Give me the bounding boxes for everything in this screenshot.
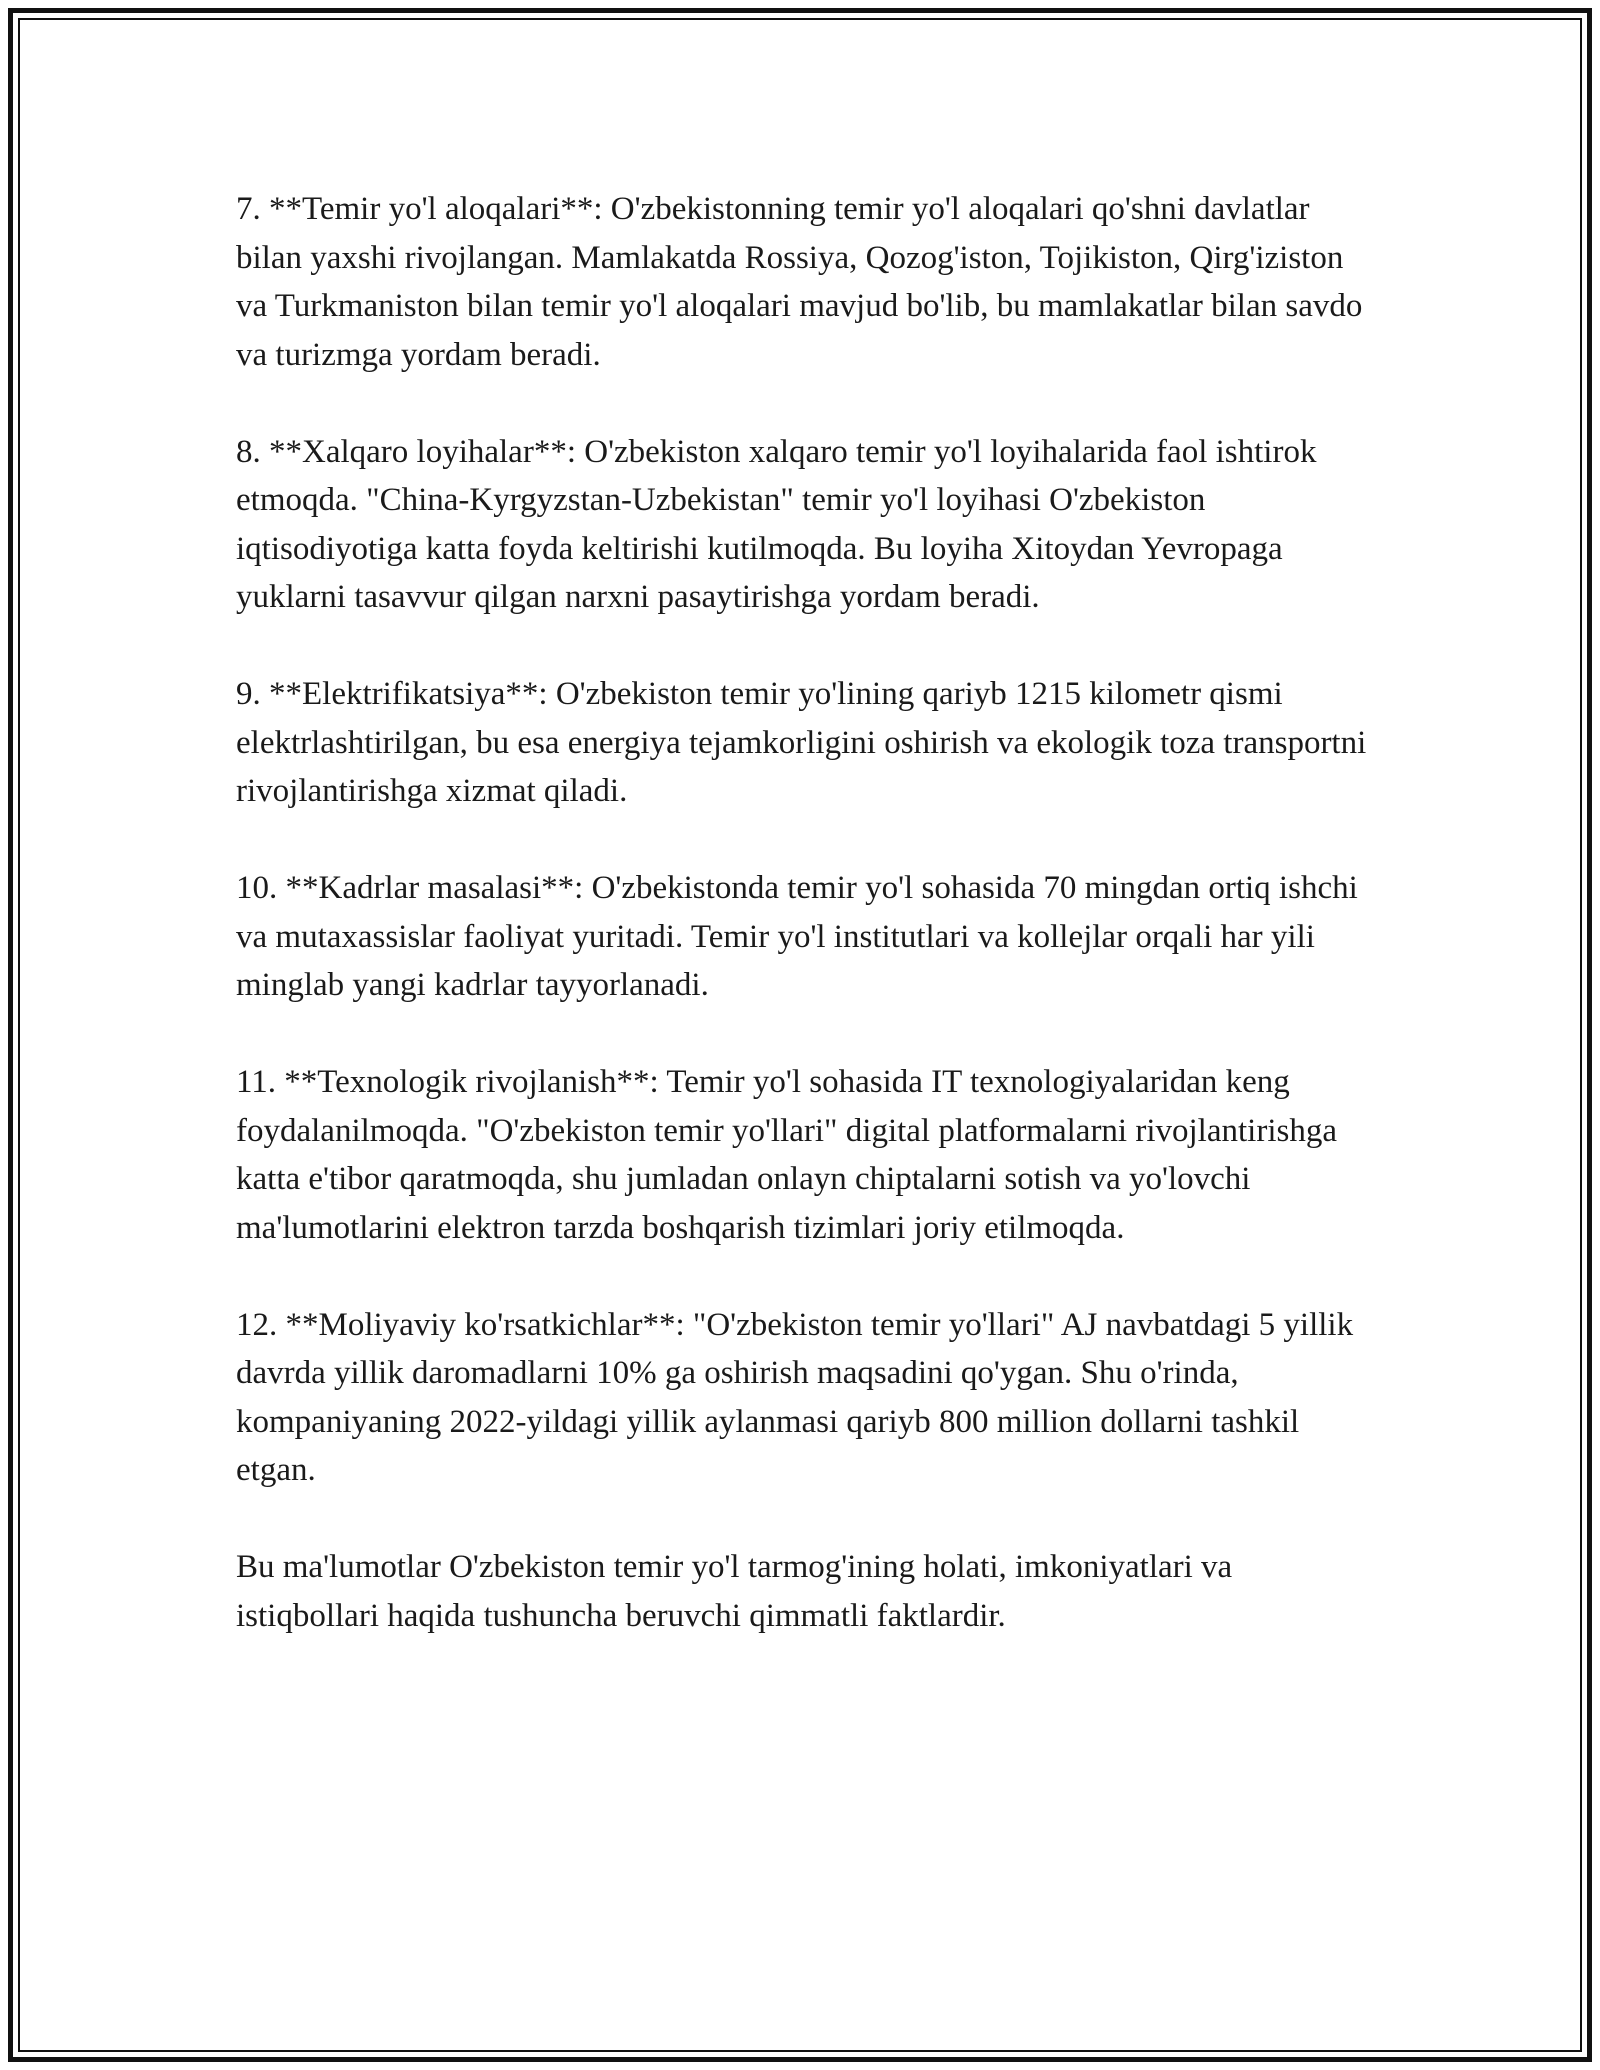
paragraph-conclusion: Bu ma'lumotlar O'zbekiston temir yo'l tarmog'ining holati, imkoniyatlari va istiqbollari haqida tushuncha beruvchi qimmatli faktlardir. bbox=[236, 1549, 1233, 1634]
paragraph-electrification: 9. **Elektrifikatsiya**: O'zbekiston temir yo'lining qariyb 1215 kilometr qismi elektrlashtirilgan, bu esa energiya tejamkorligini oshirish va ekologik toza transportni rivojlantirishga xizmat qiladi. bbox=[236, 676, 1367, 809]
paragraph-railway-connections: 7. **Temir yo'l aloqalari**: O'zbekistonning temir yo'l aloqalari qo'shni davlatlar bilan yaxshi rivojlangan. Mamlakatda Rossiya, Qozog'iston, Tojikiston, Qirg'iziston va Turkmaniston bilan temir yo'l aloqalari mavjud bo'lib, bu mamlakatlar bilan savdo va turizmga yordam beradi. bbox=[236, 191, 1363, 373]
paragraph-technological-development: 11. **Texnologik rivojlanish**: Temir yo'l sohasida IT texnologiyalaridan keng foydalanilmoqda. "O'zbekiston temir yo'llari" digital platformalarni rivojlantirishga katta e'tibor qaratmoqda, shu jumladan onlayn chiptalarni sotish va yo'lovchi ma'lumotlarini elektron tarzda boshqarish tizimlari joriy etilmoqda. bbox=[236, 1064, 1337, 1246]
paragraph-personnel: 10. **Kadrlar masalasi**: O'zbekistonda temir yo'l sohasida 70 mingdan ortiq ishchi va mutaxassislar faoliyat yuritadi. Temir yo'l institutlari va kollejlar orqali har yili minglab yangi kadrlar tayyorlanadi. bbox=[236, 870, 1358, 1003]
paragraph-international-projects: 8. **Xalqaro loyihalar**: O'zbekiston xalqaro temir yo'l loyihalarida faol ishtirok etmoqda. "China-Kyrgyzstan-Uzbekistan" temir yo'l loyihasi O'zbekiston iqtisodiyotiga katta foyda keltirishi kutilmoqda. Bu loyiha Xitoydan Yevropaga yuklarni tasavvur qilgan narxni pasaytirishga yordam beradi. bbox=[236, 433, 1317, 615]
paragraph-financial-indicators: 12. **Moliyaviy ko'rsatkichlar**: "O'zbekiston temir yo'llari" AJ navbatdagi 5 yillik davrda yillik daromadlarni 10% ga oshirish maqsadini qo'ygan. Shu o'rinda, kompaniyaning 2022-yildagi yillik aylanmasi qariyb 800 million dollarni tashkil etgan. bbox=[236, 1306, 1354, 1488]
document-body bbox=[236, 185, 1376, 1689]
